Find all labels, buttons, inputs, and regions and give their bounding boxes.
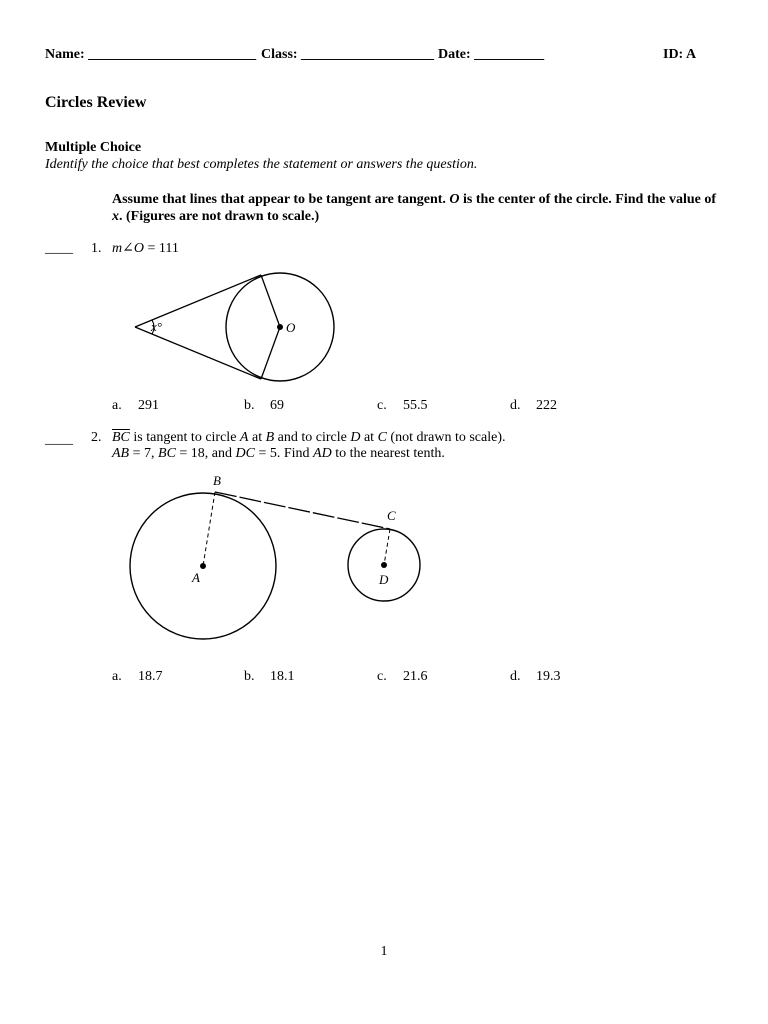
q1-choice-a[interactable]: a. 291 [112,398,159,413]
q2-tangent-bc [215,492,390,529]
worksheet-header [45,47,725,67]
directions-text-2: is the center of the circle. Find the value of [459,192,717,207]
q2-choice-a[interactable]: a. 18.7 [112,669,163,684]
question-2-figure [118,468,438,648]
directions-var-o: O [449,192,460,207]
q2-choice-c[interactable]: c. 21.6 [377,669,428,684]
section-title: Multiple Choice [45,140,142,155]
answer-blank-2[interactable]: ____ [45,432,73,447]
q2-label-a: A [192,570,200,585]
question-text-1 [112,241,179,257]
question-number-1: 1. [91,241,102,256]
date-field-label: Date: __________ [438,47,545,62]
q1-choice-c[interactable]: c. 55.5 [377,398,428,413]
q1-m: m [112,241,123,256]
angle-icon: ∠ [122,241,134,256]
q1-o: O [133,241,144,256]
q2-choice-b[interactable]: b. 18.1 [244,669,295,684]
id-label: ID: A [663,47,697,62]
q1-angle-label: x° [151,319,162,334]
q2-radius-dc [384,529,390,565]
section-instructions: Identify the choice that best completes the statement or answers the question. [45,157,478,172]
name-field-label: Name: ________________________ [45,47,257,62]
q1-choice-d[interactable]: d. 222 [510,398,557,413]
directions [112,191,724,225]
question-number-2: 2. [91,430,102,445]
q2-label-b: B [213,473,221,488]
directions-text-1: Assume that lines that appear to be tangent are tangent. [112,192,450,207]
class-field-label: Class: ___________________ [261,47,435,62]
q2-line-1: $\overline{BC}$ is tangent to circle A at B and to circle D at C (not drawn to scale). [112,430,506,445]
q2-label-c: C [387,508,396,523]
q1-lower-tangent [135,327,261,379]
q2-label-d: D [379,572,389,587]
question-text-2 [112,430,712,462]
q2-center-d [381,562,387,568]
q1-lower-radius [261,327,280,379]
q1-choice-b[interactable]: b. 69 [244,398,284,413]
q1-center-label: O [286,320,296,335]
question-1-figure [125,258,345,390]
q2-line-2: AB = 7, BC = 18, and DC = 5. Find AD to the nearest tenth. [112,446,445,461]
answer-blank-1[interactable]: ____ [45,241,73,256]
page-number: 1 [380,944,388,959]
q2-center-a [200,563,206,569]
q2-segment-bc: $\overline{BC}$ [112,430,130,445]
q2-radius-ab [203,492,215,566]
q2-choice-d[interactable]: d. 19.3 [510,669,561,684]
page-title: Circles Review [45,94,147,111]
q1-center-point [277,324,283,330]
directions-text-3: . (Figures are not drawn to scale.) [119,209,320,224]
q1-rest: = 111 [143,241,179,256]
directions-var-x: x [112,209,119,224]
q1-upper-radius [261,275,280,327]
